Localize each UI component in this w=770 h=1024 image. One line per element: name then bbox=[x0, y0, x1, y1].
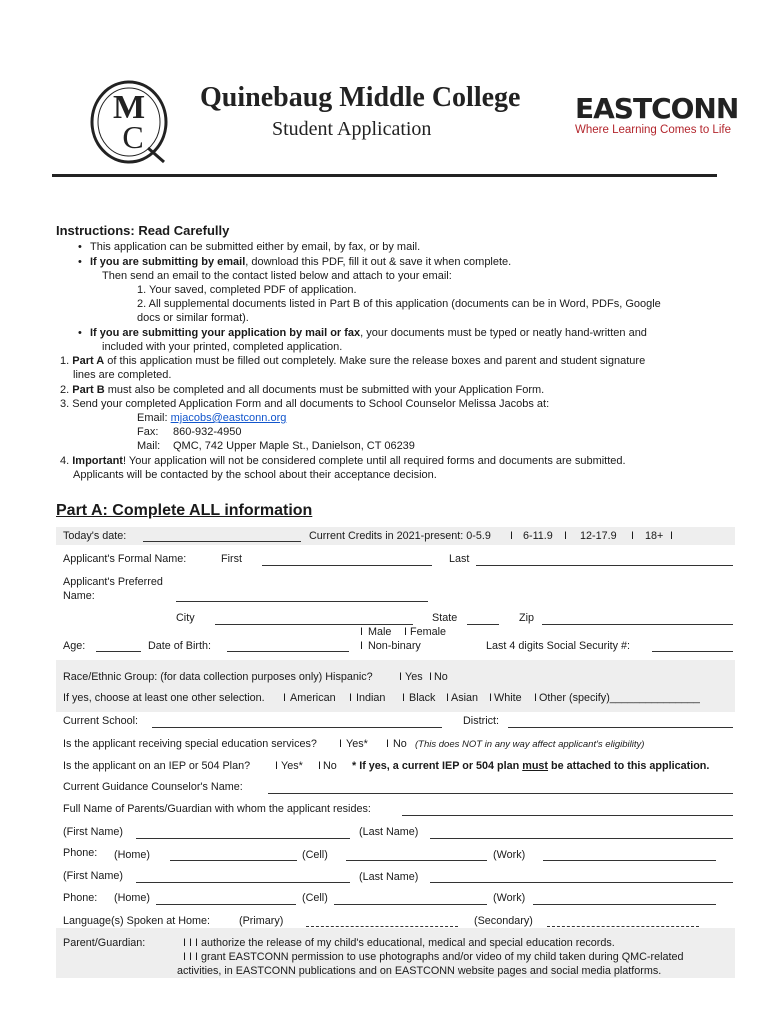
instr-step-1-rest: of this application must be filled out completely. Make sure the release boxes and parent and student signature bbox=[104, 355, 646, 367]
city-field[interactable] bbox=[215, 624, 413, 625]
age-field[interactable] bbox=[96, 651, 141, 652]
parent1-phone-label: Phone: bbox=[63, 847, 98, 859]
iep-note bbox=[352, 760, 709, 772]
state-field[interactable] bbox=[467, 624, 499, 625]
dob-field[interactable] bbox=[227, 651, 349, 652]
parent2-home-label: (Home) bbox=[114, 892, 150, 904]
iep-no-label: No bbox=[323, 760, 337, 772]
iep-yes-checkbox[interactable]: I bbox=[275, 760, 278, 772]
instr-bullet-2-bold: If you are submitting by email bbox=[90, 256, 246, 268]
parents-field[interactable] bbox=[402, 815, 733, 816]
hispanic-yes-label: Yes bbox=[405, 671, 423, 683]
last-label: Last bbox=[449, 553, 470, 565]
release-media-text-cont: activities, in EASTCONN publications and on EASTCONN website pages and social media platforms. bbox=[177, 965, 662, 977]
last-name-field[interactable] bbox=[476, 565, 733, 566]
ifyes-label: If yes, choose at least one other selection. bbox=[63, 692, 265, 704]
ssn-field[interactable] bbox=[652, 651, 733, 652]
todays-date-label: Today's date: bbox=[63, 530, 127, 542]
city-label: City bbox=[176, 612, 195, 624]
secondary-language-field[interactable] bbox=[547, 926, 699, 927]
parent2-first-field[interactable] bbox=[136, 882, 350, 883]
sped-yes-checkbox[interactable]: I bbox=[339, 738, 342, 750]
instr-bullet-3-bold: If you are submitting your application by mail or fax bbox=[90, 327, 361, 339]
form-title: Quinebaug Middle College bbox=[200, 82, 521, 113]
ssn-label: Last 4 digits Social Security #: bbox=[486, 640, 631, 652]
other-label: Other (specify)_______________ bbox=[539, 692, 700, 704]
male-label: Male bbox=[368, 626, 392, 638]
parent1-work-label: (Work) bbox=[493, 849, 526, 861]
nonbinary-checkbox[interactable]: I bbox=[360, 640, 363, 652]
hispanic-yes-checkbox[interactable]: I bbox=[399, 671, 402, 683]
iep-note-must: must bbox=[522, 760, 549, 772]
instr-bullet-2 bbox=[90, 256, 511, 268]
first-name-field[interactable] bbox=[262, 565, 432, 566]
header-rule bbox=[52, 174, 717, 177]
instr-step-1-bold: Part A bbox=[72, 355, 105, 367]
credits-checkbox-2[interactable]: I bbox=[564, 530, 567, 542]
parent-guardian-label: Parent/Guardian: bbox=[63, 937, 146, 949]
parent1-first-field[interactable] bbox=[136, 838, 350, 839]
parent1-last-field[interactable] bbox=[430, 838, 733, 839]
row-shade-2 bbox=[56, 660, 735, 712]
instr-bullet-2-rest: , download this PDF, fill it out & save it when complete. bbox=[245, 256, 512, 268]
preferred-name-field[interactable] bbox=[176, 601, 428, 602]
preferred-name-label-2: Name: bbox=[63, 590, 95, 602]
release-media-text: I grant EASTCONN permission to use photographs and/or video of my child taken during QMC-related bbox=[195, 951, 684, 963]
parent1-home-label: (Home) bbox=[114, 849, 150, 861]
instr-step-1 bbox=[60, 355, 645, 367]
credits-checkbox-1[interactable]: I bbox=[510, 530, 513, 542]
parent2-work-label: (Work) bbox=[493, 892, 526, 904]
parent1-home-field[interactable] bbox=[170, 860, 297, 861]
secondary-language-label: (Secondary) bbox=[474, 915, 533, 927]
mcq-logo bbox=[88, 78, 170, 166]
email-label: Email: bbox=[137, 412, 171, 424]
parent2-last-label: (Last Name) bbox=[359, 871, 419, 883]
instr-step-4-line2: Applicants will be contacted by the school about their acceptance decision. bbox=[73, 469, 437, 481]
instr-step-2-rest: must also be completed and all documents must be submitted with your Application Form. bbox=[104, 384, 545, 396]
parent1-first-label: (First Name) bbox=[63, 826, 123, 838]
instr-step-4-rest: ! Your application will not be considered complete until all required forms and documents are submitted. bbox=[122, 455, 626, 467]
hispanic-no-checkbox[interactable]: I bbox=[429, 671, 432, 683]
iep-note-post: be attached to this application. bbox=[548, 760, 710, 772]
instr-step-2-bold: Part B bbox=[72, 384, 105, 396]
sped-no-label: No bbox=[393, 738, 407, 750]
american-checkbox[interactable]: I bbox=[283, 692, 286, 704]
indian-checkbox[interactable]: I bbox=[349, 692, 352, 704]
iep-note-pre: * If yes, a current IEP or 504 plan bbox=[352, 760, 523, 772]
credits-option-4: 18+ bbox=[645, 530, 664, 542]
preferred-name-label-1: Applicant's Preferred bbox=[63, 576, 163, 588]
sped-question: Is the applicant receiving special education services? bbox=[63, 738, 317, 750]
school-field[interactable] bbox=[152, 727, 442, 728]
parent2-cell-label: (Cell) bbox=[302, 892, 328, 904]
credits-checkbox-3[interactable]: I bbox=[631, 530, 634, 542]
black-label: Black bbox=[409, 692, 436, 704]
male-checkbox[interactable]: I bbox=[360, 626, 363, 638]
instr-step-3: 3. Send your completed Application Form and all documents to School Counselor Melissa Jacobs at: bbox=[60, 398, 550, 410]
primary-language-field[interactable] bbox=[306, 926, 458, 927]
dob-label: Date of Birth: bbox=[148, 640, 212, 652]
mail-address: QMC, 742 Upper Maple St., Danielson, CT 06239 bbox=[173, 440, 415, 452]
instr-step-4 bbox=[60, 455, 626, 467]
nonbinary-label: Non-binary bbox=[368, 640, 421, 652]
form-subtitle: Student Application bbox=[272, 118, 432, 140]
svg-text:M: M bbox=[112, 89, 146, 126]
part-a-heading: Part A: Complete ALL information bbox=[56, 502, 313, 519]
asian-checkbox[interactable]: I bbox=[446, 692, 449, 704]
iep-no-checkbox[interactable]: I bbox=[318, 760, 321, 772]
fax-label: Fax: bbox=[137, 426, 159, 438]
instr-bullet-3 bbox=[90, 327, 647, 339]
parent1-cell-field[interactable] bbox=[346, 860, 487, 861]
white-label: White bbox=[494, 692, 522, 704]
instr-step-2-num: 2. bbox=[60, 384, 73, 396]
parent1-last-label: (Last Name) bbox=[359, 826, 419, 838]
parent2-work-field[interactable] bbox=[533, 904, 716, 905]
counselor-field[interactable] bbox=[268, 793, 733, 794]
credits-checkbox-4[interactable]: I bbox=[670, 530, 673, 542]
iep-question: Is the applicant on an IEP or 504 Plan? bbox=[63, 760, 251, 772]
mail-label: Mail: bbox=[137, 440, 161, 452]
female-checkbox[interactable]: I bbox=[404, 626, 407, 638]
svg-text:C: C bbox=[122, 119, 144, 155]
release-records-checkbox[interactable]: I I bbox=[183, 937, 192, 949]
state-label: State bbox=[432, 612, 458, 624]
parent2-last-field[interactable] bbox=[430, 882, 733, 883]
white-checkbox[interactable]: I bbox=[489, 692, 492, 704]
email-link[interactable]: mjacobs@eastconn.org bbox=[170, 412, 287, 424]
contact-email bbox=[137, 412, 286, 424]
school-label: Current School: bbox=[63, 715, 139, 727]
race-label: Race/Ethnic Group: (for data collection purposes only) Hispanic? bbox=[63, 671, 373, 683]
credits-option-3: 12-17.9 bbox=[580, 530, 617, 542]
instr-step-1-num: 1. bbox=[60, 355, 73, 367]
instr-step-4-bold: Important bbox=[72, 455, 123, 467]
primary-language-label: (Primary) bbox=[239, 915, 284, 927]
parents-label: Full Name of Parents/Guardian with whom the applicant resides: bbox=[63, 803, 371, 815]
instructions-heading: Instructions: Read Carefully bbox=[56, 223, 230, 238]
release-records-text: I authorize the release of my child's educational, medical and special education records. bbox=[195, 937, 615, 949]
instr-step-1-line2: lines are completed. bbox=[73, 369, 172, 381]
instr-sub-2: 2. All supplemental documents listed in Part B of this application (documents can be in Word, PDFs, Google bbox=[137, 298, 661, 310]
parent2-home-field[interactable] bbox=[156, 904, 296, 905]
credits-label: Current Credits in 2021-present: 0-5.9 bbox=[309, 530, 491, 542]
age-label: Age: bbox=[63, 640, 86, 652]
other-checkbox[interactable]: I bbox=[534, 692, 537, 704]
parent2-cell-field[interactable] bbox=[334, 904, 487, 905]
instr-step-4-num: 4. bbox=[60, 455, 73, 467]
zip-field[interactable] bbox=[542, 624, 733, 625]
counselor-label: Current Guidance Counselor's Name: bbox=[63, 781, 243, 793]
eastconn-tagline: Where Learning Comes to Life bbox=[575, 124, 731, 136]
release-media-checkbox[interactable]: I I bbox=[183, 951, 192, 963]
district-field[interactable] bbox=[508, 727, 733, 728]
parent2-phone-label: Phone: bbox=[63, 892, 98, 904]
instr-bullet-3-line2: included with your printed, completed application. bbox=[102, 341, 343, 353]
indian-label: Indian bbox=[356, 692, 386, 704]
asian-label: Asian bbox=[451, 692, 479, 704]
sped-no-checkbox[interactable]: I bbox=[386, 738, 389, 750]
formal-name-label: Applicant's Formal Name: bbox=[63, 553, 187, 565]
instr-bullet-1: • This application can be submitted either by email, by fax, or by mail. bbox=[90, 241, 420, 253]
language-label: Language(s) Spoken at Home: bbox=[63, 915, 211, 927]
parent2-first-label: (First Name) bbox=[63, 870, 123, 882]
eastconn-logo: EASTCONN bbox=[575, 92, 739, 125]
todays-date-field[interactable] bbox=[143, 541, 301, 542]
instr-bullet-3-rest: , your documents must be typed or neatly hand-written and bbox=[360, 327, 647, 339]
zip-label: Zip bbox=[519, 612, 534, 624]
fax-number: 860-932-4950 bbox=[173, 426, 242, 438]
parent1-cell-label: (Cell) bbox=[302, 849, 328, 861]
district-label: District: bbox=[463, 715, 499, 727]
sped-note: (This does NOT in any way affect applicant's eligibility) bbox=[415, 739, 645, 750]
sped-yes-label: Yes* bbox=[346, 738, 368, 750]
american-label: American bbox=[290, 692, 336, 704]
instr-sub-2-cont: docs or similar format). bbox=[137, 312, 249, 324]
instr-step-2 bbox=[60, 384, 544, 396]
parent1-work-field[interactable] bbox=[543, 860, 716, 861]
instr-sub-1: 1. Your saved, completed PDF of application. bbox=[137, 284, 357, 296]
hispanic-no-label: No bbox=[434, 671, 448, 683]
credits-option-2: 6-11.9 bbox=[523, 530, 553, 542]
female-label: Female bbox=[410, 626, 447, 638]
iep-yes-label: Yes* bbox=[281, 760, 303, 772]
instr-bullet-2-line2: Then send an email to the contact listed below and attach to your email: bbox=[102, 270, 452, 282]
black-checkbox[interactable]: I bbox=[402, 692, 405, 704]
first-label: First bbox=[221, 553, 242, 565]
